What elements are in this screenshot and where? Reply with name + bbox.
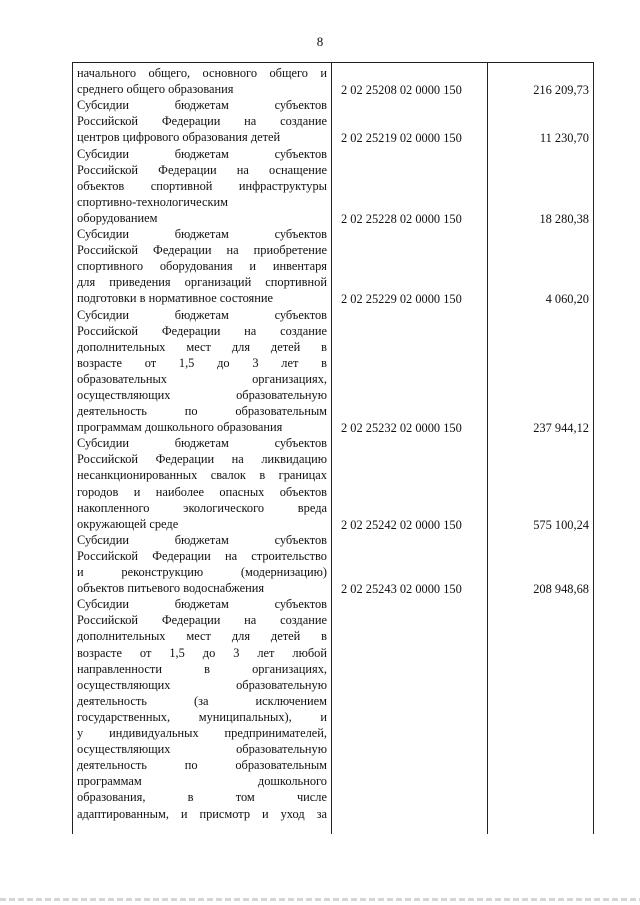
amount-value: 216 209,73 (533, 83, 589, 98)
description-line: начального общего, основного общего и (77, 66, 327, 80)
description-line: Российской Федерации на создание (77, 323, 327, 338)
description-line: среднего общего образования (77, 82, 234, 97)
amount-value: 575 100,24 (533, 517, 589, 532)
revenue-description (77, 307, 327, 436)
description-line: образовательных организациях, (77, 371, 327, 386)
description-line: спортивного оборудования и инвентаря (77, 259, 327, 274)
budget-code: 2 02 25242 02 0000 150 (341, 517, 462, 532)
budget-code: 2 02 25219 02 0000 150 (341, 131, 462, 146)
description-line: осуществляющих образовательную (77, 387, 327, 402)
description-line: подготовки в нормативное состояние (77, 291, 273, 306)
description-line: спортивно-технологическим (77, 194, 228, 209)
description-line: объектов питьевого водоснабжения (77, 581, 265, 596)
description-line: образования, в том числе (77, 790, 327, 805)
amount-value: 4 060,20 (545, 292, 589, 307)
description-line: у индивидуальных предпринимателей, (77, 726, 327, 741)
amount-value: 237 944,12 (533, 421, 589, 436)
description-line: Российской Федерации на создание (77, 613, 327, 628)
description-line: осуществляющих образовательную (77, 677, 327, 692)
description-line: объектов спортивной инфраструктуры (77, 178, 327, 193)
description-line: направленности в организациях, (77, 661, 327, 676)
description-line: программам дошкольного образования (77, 420, 283, 435)
description-line: накопленного экологического вреда (77, 500, 327, 515)
description-line: деятельность (за исключением (77, 693, 327, 708)
description-line: деятельность по образовательным (77, 758, 327, 773)
description-line: Российской Федерации на приобретение (77, 243, 327, 258)
description-line: Субсидии бюджетам субъектов (77, 98, 327, 113)
description-line: деятельность по образовательным (77, 404, 327, 419)
description-line: центров цифрового образования детей (77, 130, 281, 145)
description-line: адаптированным, и присмотр и уход за (77, 806, 327, 821)
description-line: возрасте от 1,5 до 3 лет любой (77, 645, 327, 660)
column-divider (487, 62, 488, 834)
revenue-description (77, 226, 327, 306)
description-line: Субсидии бюджетам субъектов (77, 532, 327, 547)
description-line: дополнительных мест для детей в (77, 629, 327, 644)
description-line: осуществляющих образовательную (77, 742, 327, 757)
amount-value: 208 948,68 (533, 582, 589, 597)
revenue-description (77, 146, 327, 226)
description-line: государственных, муниципальных), и (77, 709, 327, 724)
description-line: Российской Федерации на ликвидацию (77, 452, 327, 467)
revenue-description (77, 435, 327, 532)
budget-code: 2 02 25208 02 0000 150 (341, 83, 462, 98)
description-line: Субсидии бюджетам субъектов (77, 597, 327, 612)
description-line: и реконструкцию (модернизацию) (77, 565, 327, 580)
revenue-description (77, 596, 327, 821)
description-line: Российской Федерации на создание (77, 114, 327, 129)
amount-value: 18 280,38 (539, 211, 589, 226)
description-line: Субсидии бюджетам субъектов (77, 436, 327, 451)
description-line: для приведения организаций спортивной (77, 275, 327, 290)
description-line: Субсидии бюджетам субъектов (77, 227, 327, 241)
scan-artifact (0, 898, 640, 901)
budget-code: 2 02 25232 02 0000 150 (341, 421, 462, 436)
description-line: Субсидии бюджетам субъектов (77, 307, 327, 322)
description-line: окружающей среде (77, 516, 179, 531)
revenue-table (72, 62, 594, 834)
revenue-description (77, 65, 327, 97)
description-line: программам дошкольного (77, 774, 327, 789)
description-line: городов и наиболее опасных объектов (77, 484, 327, 499)
amount-value: 11 230,70 (539, 131, 589, 146)
page-number: 8 (316, 34, 324, 49)
revenue-description (77, 97, 327, 145)
column-divider (331, 62, 332, 834)
description-line: несанкционированных свалок в границах (77, 468, 327, 483)
budget-code: 2 02 25229 02 0000 150 (341, 292, 462, 307)
description-line: возрасте от 1,5 до 3 лет в (77, 355, 327, 370)
budget-code: 2 02 25243 02 0000 150 (341, 582, 462, 597)
description-line: оборудованием (77, 210, 158, 225)
description-line: Субсидии бюджетам субъектов (77, 146, 327, 161)
description-line: Российской Федерации на строительство (77, 548, 327, 563)
description-line: дополнительных мест для детей в (77, 339, 327, 354)
description-line: Российской Федерации на оснащение (77, 162, 327, 177)
budget-code: 2 02 25228 02 0000 150 (341, 211, 462, 226)
revenue-description (77, 532, 327, 596)
